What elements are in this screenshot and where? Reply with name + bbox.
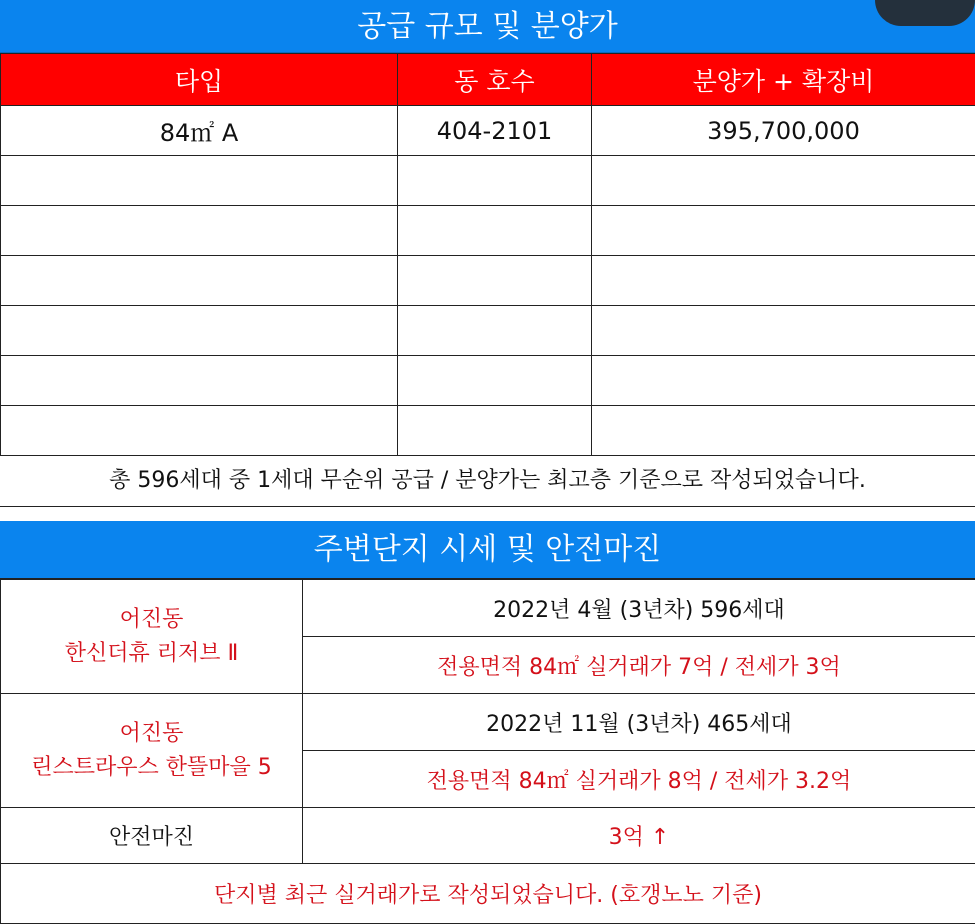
supply-note: 총 596세대 중 1세대 무순위 공급 / 분양가는 최고층 기준으로 작성되었습니다. <box>0 456 975 507</box>
margin-value: 3억 ↑ <box>303 808 975 864</box>
empty-cell <box>398 406 592 456</box>
supply-header-row <box>1 54 975 106</box>
supply-section-title: 공급 규모 및 분양가 <box>0 0 975 53</box>
header-price: 분양가 + 확장비 <box>592 54 975 106</box>
complex2-district: 어진동 <box>1 717 302 751</box>
table-row <box>1 580 975 637</box>
complex2-price: 전용면적 84㎡ 실거래가 8억 / 전세가 3.2억 <box>303 751 975 808</box>
empty-cell <box>592 356 975 406</box>
complex1-price: 전용면적 84㎡ 실거래가 7억 / 전세가 3억 <box>303 637 975 694</box>
empty-cell <box>1 406 398 456</box>
complex1-district: 어진동 <box>1 603 302 637</box>
table-row-empty <box>1 206 975 256</box>
cell-type: 84㎡ A <box>1 106 398 156</box>
corner-button[interactable] <box>875 0 975 26</box>
market-table <box>0 579 975 924</box>
table-row-empty <box>1 256 975 306</box>
complex1-info: 2022년 4월 (3년차) 596세대 <box>303 580 975 637</box>
section-gap <box>0 507 975 521</box>
table-row-empty <box>1 306 975 356</box>
empty-cell <box>592 306 975 356</box>
market-section-title: 주변단지 시세 및 안전마진 <box>0 521 975 579</box>
cell-price: 395,700,000 <box>592 106 975 156</box>
market-footer: 단지별 최근 실거래가로 작성되었습니다. (호갱노노 기준) <box>1 864 975 924</box>
empty-cell <box>398 156 592 206</box>
empty-cell <box>398 206 592 256</box>
header-unit: 동 호수 <box>398 54 592 106</box>
empty-cell <box>1 156 398 206</box>
empty-cell <box>1 256 398 306</box>
empty-cell <box>592 256 975 306</box>
cell-unit: 404-2101 <box>398 106 592 156</box>
complex1-name: 한신더휴 리저브 Ⅱ <box>1 637 302 671</box>
empty-cell <box>398 256 592 306</box>
complex2-name-cell <box>1 694 303 808</box>
table-row <box>1 864 975 924</box>
margin-label: 안전마진 <box>1 808 303 864</box>
complex1-name-cell <box>1 580 303 694</box>
empty-cell <box>1 206 398 256</box>
table-row <box>1 106 975 156</box>
complex2-name: 린스트라우스 한뜰마을 5 <box>1 751 302 785</box>
empty-cell <box>1 356 398 406</box>
empty-cell <box>398 306 592 356</box>
empty-cell <box>398 356 592 406</box>
table-row-empty <box>1 156 975 206</box>
complex2-info: 2022년 11월 (3년차) 465세대 <box>303 694 975 751</box>
table-row-empty <box>1 406 975 456</box>
empty-cell <box>592 206 975 256</box>
table-row-empty <box>1 356 975 406</box>
table-row <box>1 808 975 864</box>
supply-table <box>0 53 975 456</box>
empty-cell <box>1 306 398 356</box>
empty-cell <box>592 406 975 456</box>
empty-cell <box>592 156 975 206</box>
table-row <box>1 694 975 751</box>
header-type: 타입 <box>1 54 398 106</box>
